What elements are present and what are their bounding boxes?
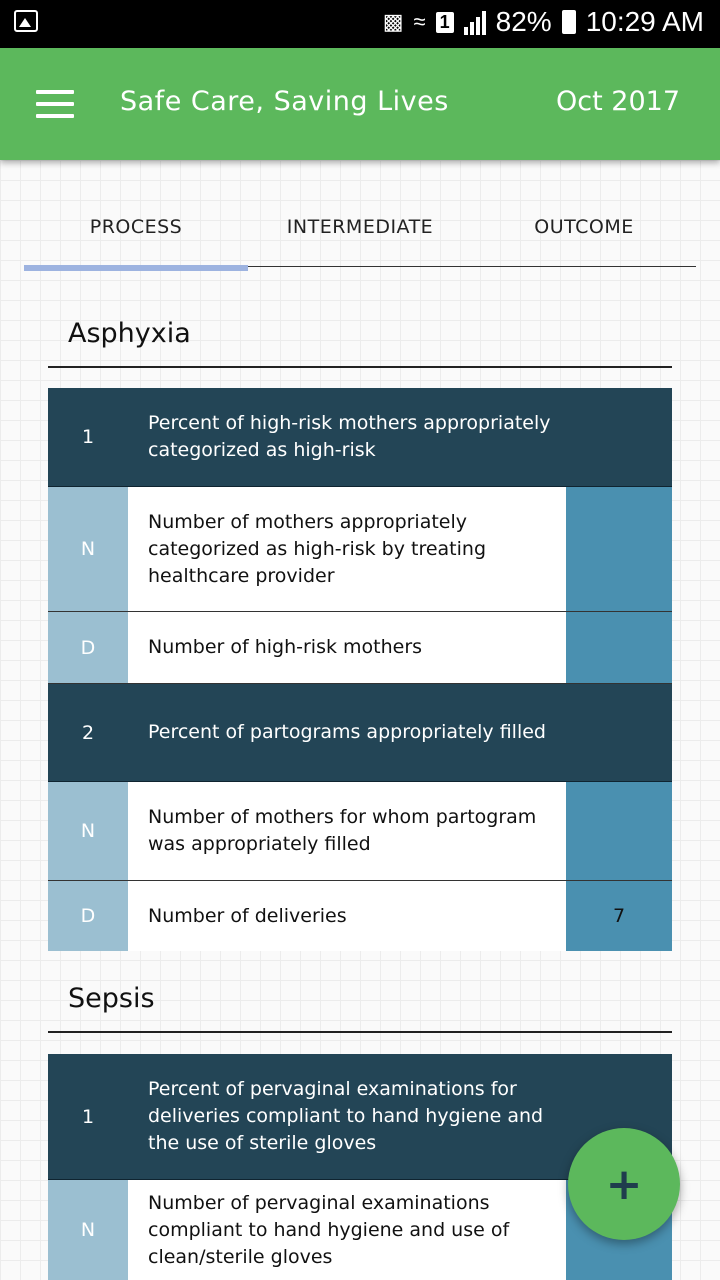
numerator-text: Number of mothers appropriately categorized as high-risk by treating healthcare provider xyxy=(148,510,487,587)
denominator-label: D xyxy=(48,881,128,951)
section-divider xyxy=(48,1031,672,1033)
numerator-row xyxy=(48,487,672,612)
denominator-text: Number of deliveries xyxy=(148,904,347,927)
section-divider xyxy=(48,366,672,368)
app-bar xyxy=(0,48,720,160)
hamburger-menu-icon[interactable] xyxy=(36,90,76,118)
tab-outcome[interactable]: OUTCOME xyxy=(534,216,634,238)
denominator-value-input[interactable] xyxy=(566,612,672,683)
numerator-label: N xyxy=(48,782,128,880)
app-title: Safe Care, Saving Lives xyxy=(120,86,449,117)
tab-intermediate[interactable]: INTERMEDIATE xyxy=(286,216,434,238)
indicator-number: 2 xyxy=(81,721,95,744)
sim-icon: ▩ xyxy=(382,9,404,34)
battery-percent: 82% xyxy=(495,6,552,37)
indicator-text: Percent of high-risk mothers appropriately categorized as high-risk xyxy=(148,412,551,461)
signal-icon xyxy=(464,9,486,35)
sim-slot-badge: 1 xyxy=(436,12,454,33)
numerator-value-input[interactable] xyxy=(566,782,672,880)
denominator-label: D xyxy=(48,612,128,683)
clock: 10:29 AM xyxy=(585,6,704,37)
denominator-text: Number of high-risk mothers xyxy=(148,636,423,658)
wifi-icon: ≈ xyxy=(413,9,426,34)
indicator-text: Percent of partograms appropriately filled xyxy=(148,721,546,743)
denominator-row xyxy=(48,881,672,951)
section-title-sepsis: Sepsis xyxy=(68,983,155,1014)
numerator-label: N xyxy=(48,487,128,611)
tab-process[interactable]: PROCESS xyxy=(24,188,248,266)
numerator-text: Number of pervaginal examinations compliant to hand hygiene and use of clean/sterile gloves xyxy=(148,1191,510,1268)
battery-icon xyxy=(562,10,576,34)
tab-bar xyxy=(24,188,696,267)
numerator-text: Number of mothers for whom partogram was appropriately filled xyxy=(148,806,537,855)
denominator-value-input[interactable]: 7 xyxy=(566,881,672,951)
numerator-row xyxy=(48,782,672,881)
numerator-label: N xyxy=(48,1180,128,1280)
add-button[interactable]: + xyxy=(568,1128,680,1240)
indicator-number: 1 xyxy=(81,1105,95,1128)
period-date[interactable]: Oct 2017 xyxy=(556,86,680,117)
indicator-number: 1 xyxy=(81,426,95,448)
indicator-row xyxy=(48,684,672,782)
status-bar xyxy=(0,0,720,48)
status-icons xyxy=(383,6,704,38)
numerator-value-input[interactable] xyxy=(566,487,672,611)
image-notification-icon xyxy=(14,10,38,32)
indicator-text: Percent of pervaginal examinations for deliveries compliant to hand hygiene and the use of sterile gloves xyxy=(148,1078,544,1154)
indicator-row xyxy=(48,388,672,487)
denominator-row xyxy=(48,612,672,684)
section-title-asphyxia: Asphyxia xyxy=(68,318,191,349)
